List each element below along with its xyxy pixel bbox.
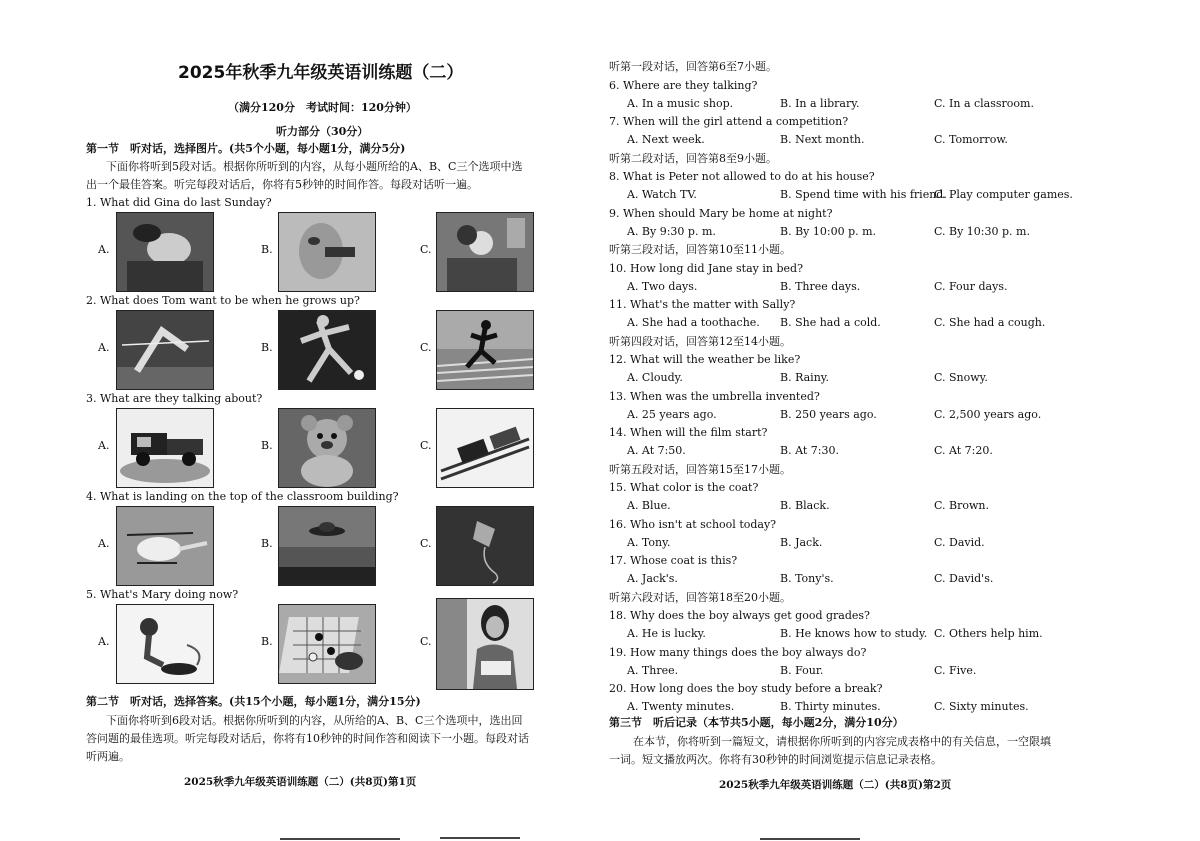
answer-option-b[interactable]: B. Jack. [780,535,823,549]
dialog-instruction: 听第一段对话，回答第6至7小题。 [609,60,777,73]
answer-option-c[interactable]: C. In a classroom. [934,96,1034,110]
page-title: 2025年秋季九年级英语训练题（二） [178,63,464,83]
option-label[interactable]: B. [261,635,273,648]
question-text: 2. What does Tom want to be when he grows up? [86,294,360,307]
option-label[interactable]: C. [420,341,432,354]
answer-option-b[interactable]: B. He knows how to study. [780,627,928,640]
toy-train-photo[interactable] [436,408,534,488]
question-text: 8. What is Peter not allowed to do at his house? [609,170,875,183]
answer-option-c[interactable]: C. Sixty minutes. [934,700,1029,713]
option-label[interactable]: C. [420,243,432,256]
section1-heading: 第一节 听对话，选择图片。(共5个小题，每小题1分，满分5分) [86,142,406,155]
option-label[interactable]: A. [98,341,110,354]
option-label[interactable]: B. [261,341,273,354]
question-text: 12. What will the weather be like? [609,353,801,366]
answer-option-b[interactable]: B. By 10:00 p. m. [780,224,877,238]
exam-info: （满分120分 考试时间：120分钟） [228,101,417,114]
question-text: 20. How long does the boy study before a break? [609,682,883,695]
answer-option-a[interactable]: A. Watch TV. [627,188,697,201]
section3-instructions-line2: 一词。短文播放两次。你将有30秒钟的时间浏览提示信息记录表格。 [609,753,942,766]
section3-instructions-line1: 在本节，你将听到一篇短文，请根据你所听到的内容完成表格中的有关信息，一空限填 [633,735,1051,748]
section2-heading: 第二节 听对话，选择答案。(共15个小题，每小题1分，满分15分) [86,695,421,708]
page-footer-right: 2025秋季九年级英语训练题（二）(共8页)第2页 [719,779,952,791]
answer-option-b[interactable]: B. Three days. [780,279,861,293]
answer-option-b[interactable]: B. Next month. [780,133,865,146]
question-text: 9. When should Mary be home at night? [609,206,833,220]
answer-option-c[interactable]: C. At 7:20. [934,444,993,457]
question-text: 16. Who isn't at school today? [609,517,777,531]
answer-option-c[interactable]: C. Others help him. [934,627,1043,640]
dialog-instruction: 听第二段对话，回答第8至9小题。 [609,151,777,165]
answer-option-c[interactable]: C. Four days. [934,279,1008,293]
reading-photo[interactable] [436,598,534,690]
question-text: 11. What's the matter with Sally? [609,298,796,311]
option-label[interactable]: A. [98,439,110,452]
question-text: 3. What are they talking about? [86,392,263,405]
question-text: 19. How many things does the boy always do? [609,645,867,659]
answer-option-a[interactable]: A. Tony. [627,535,671,549]
option-label[interactable]: C. [420,537,432,550]
section2-instructions-line3: 听两遍。 [86,750,130,763]
runner-photo[interactable] [436,310,534,390]
dialog-instruction: 听第六段对话，回答第18至20小题。 [609,590,791,604]
answer-option-c[interactable]: C. Tomorrow. [934,133,1008,146]
option-label[interactable]: A. [98,243,110,256]
answer-option-b[interactable]: B. Four. [780,663,824,677]
option-label[interactable]: B. [261,439,273,452]
answer-option-a[interactable]: A. By 9:30 p. m. [627,224,716,238]
answer-option-a[interactable]: A. Next week. [627,133,705,146]
scan-artifact [280,838,400,840]
question-text: 14. When will the film start? [609,426,768,439]
answer-option-a[interactable]: A. At 7:50. [627,444,686,457]
question-text: 1. What did Gina do last Sunday? [86,196,272,209]
option-label[interactable]: A. [98,537,110,550]
answer-option-a[interactable]: A. Jack's. [627,572,678,585]
high-jump-photo[interactable] [116,310,214,390]
answer-option-c[interactable]: C. Play computer games. [934,188,1073,201]
toy-truck-photo[interactable] [116,408,214,488]
answer-option-a[interactable]: A. Twenty minutes. [627,700,735,713]
option-label[interactable]: A. [98,635,110,648]
answer-option-b[interactable]: B. Thirty minutes. [780,700,881,713]
answer-option-c[interactable]: C. 2,500 years ago. [934,407,1042,421]
page-footer-left: 2025秋季九年级英语训练题（二）(共8页)第1页 [184,776,417,788]
question-text: 13. When was the umbrella invented? [609,389,820,403]
answer-option-c[interactable]: C. David's. [934,572,994,585]
answer-option-c[interactable]: C. By 10:30 p. m. [934,224,1030,238]
section3-heading: 第三节 听后记录（本节共5小题，每小题2分，满分10分） [609,716,904,729]
answer-option-c[interactable]: C. She had a cough. [934,316,1046,329]
section1-instructions-line1: 下面你将听到5段对话。根据你所听到的内容，从每小题所给的A、B、C三个选项中选 [106,160,523,173]
option-label[interactable]: C. [420,635,432,648]
answer-option-b[interactable]: B. 250 years ago. [780,407,877,421]
dialog-instruction: 听第四段对话，回答第12至14小题。 [609,334,791,348]
teddy-bear-photo[interactable] [278,408,376,488]
answer-option-c[interactable]: C. Five. [934,663,977,677]
answer-option-b[interactable]: B. Black. [780,499,830,512]
vacuuming-photo[interactable] [116,604,214,684]
scan-artifact [760,838,860,840]
answer-option-a[interactable]: A. Cloudy. [627,371,683,384]
answer-option-a[interactable]: A. She had a toothache. [627,316,760,329]
part-heading: 听力部分（30分） [276,125,369,138]
nose-blowing-photo[interactable] [278,212,376,292]
haircut-photo[interactable] [116,212,214,292]
soccer-player-photo[interactable] [278,310,376,390]
section2-instructions-line1: 下面你将听到6段对话。根据你所听到的内容，从所给的A、B、C三个选项中，选出回 [106,714,523,727]
question-text: 6. Where are they talking? [609,78,758,92]
option-label[interactable]: B. [261,243,273,256]
answer-option-a[interactable]: A. Blue. [627,499,671,512]
answer-option-b[interactable]: B. She had a cold. [780,316,881,329]
answer-option-b[interactable]: B. At 7:30. [780,444,839,457]
section2-instructions-line2: 答问题的最佳选项。听完每段对话后，你将有10秒钟的时间作答和阅读下一小题。每段对话 [86,732,529,745]
ufo-photo[interactable] [278,506,376,586]
scan-artifact [440,837,520,839]
answer-option-a[interactable]: A. Three. [627,663,679,677]
right-page [600,0,1200,841]
answer-option-c[interactable]: C. David. [934,535,985,549]
helicopter-photo[interactable] [116,506,214,586]
question-text: 5. What's Mary doing now? [86,588,239,601]
question-text: 4. What is landing on the top of the classroom building? [86,490,399,503]
dialog-instruction: 听第三段对话，回答第10至11小题。 [609,243,791,256]
option-label[interactable]: B. [261,537,273,550]
dentist-photo[interactable] [436,212,534,292]
answer-option-a[interactable]: A. He is lucky. [627,627,706,640]
question-text: 10. How long did Jane stay in bed? [609,261,803,275]
answer-option-b[interactable]: B. Tony's. [780,572,834,585]
dialog-instruction: 听第五段对话，回答第15至17小题。 [609,462,791,476]
question-text: 7. When will the girl attend a competition? [609,115,849,128]
section1-instructions-line2: 出一个最佳答案。听完每段对话后，你将有5秒钟的时间作答。每段对话听一遍。 [86,178,478,191]
question-text: 15. What color is the coat? [609,481,759,494]
answer-option-c[interactable]: C. Brown. [934,499,989,512]
answer-option-b[interactable]: B. Rainy. [780,371,830,384]
kite-photo[interactable] [436,506,534,586]
question-text: 17. Whose coat is this? [609,554,738,567]
chess-photo[interactable] [278,604,376,684]
answer-option-a[interactable]: A. Two days. [627,279,698,293]
answer-option-b[interactable]: B. In a library. [780,96,860,110]
question-text: 18. Why does the boy always get good grades? [609,609,870,622]
answer-option-c[interactable]: C. Snowy. [934,371,988,384]
answer-option-b[interactable]: B. Spend time with his friend. [780,188,947,201]
answer-option-a[interactable]: A. 25 years ago. [627,407,717,421]
answer-option-a[interactable]: A. In a music shop. [627,96,734,110]
option-label[interactable]: C. [420,439,432,452]
